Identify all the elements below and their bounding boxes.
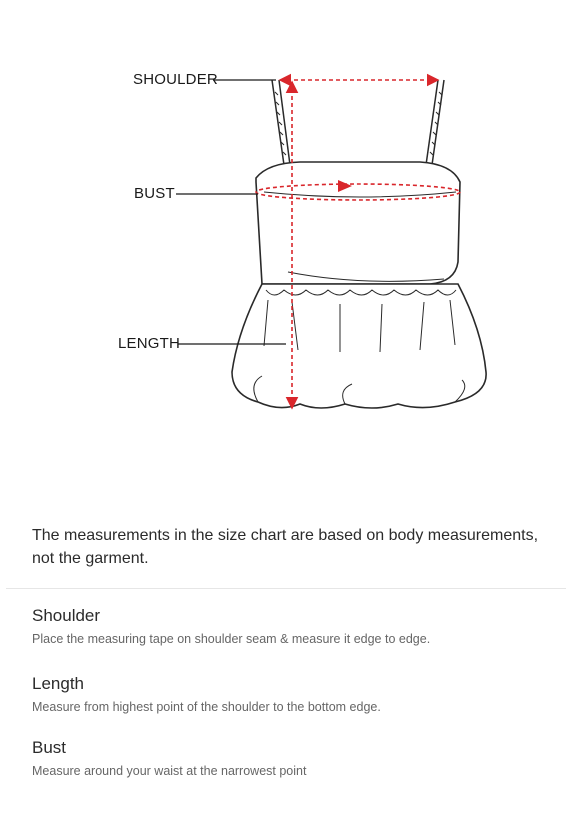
strap-right (426, 80, 444, 165)
shoulder-label: SHOULDER (133, 71, 218, 88)
peplum (232, 284, 486, 408)
bodice (256, 162, 460, 284)
guide-title: Shoulder (32, 606, 101, 625)
guide-item-length (32, 674, 552, 714)
guide-item-shoulder (32, 606, 552, 646)
guide-item-bust (32, 738, 552, 778)
guide-description: Measure around your waist at the narrowest point (32, 764, 307, 778)
guide-title: Length (32, 674, 84, 693)
guide-title: Bust (32, 738, 67, 757)
size-chart-note: The measurements in the size chart are based on body measurements, not the garment. (32, 527, 539, 567)
guide-description: Measure from highest point of the shoulder to the bottom edge. (32, 700, 381, 714)
length-label: LENGTH (118, 335, 181, 352)
guide-description: Place the measuring tape on shoulder seam & measure it edge to edge. (32, 632, 431, 646)
divider (6, 588, 566, 589)
bust-label: BUST (134, 185, 175, 202)
strap-left (272, 80, 290, 165)
